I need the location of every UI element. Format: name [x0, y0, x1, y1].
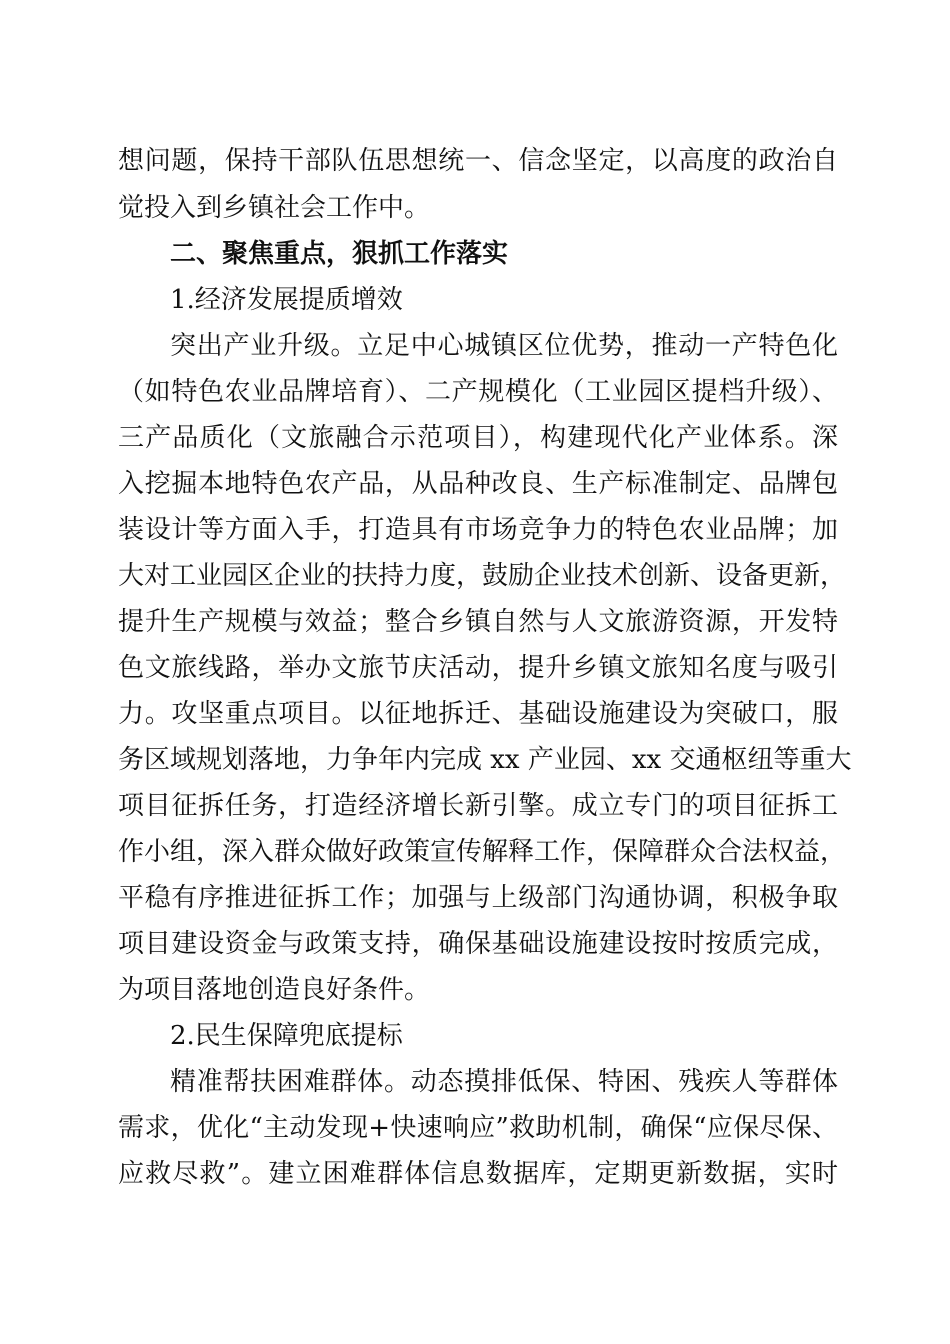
section-heading: 二、聚焦重点，狠抓工作落实 [170, 239, 509, 269]
body-text-line: （如特色农业品牌培育）、二产规模化（工业园区提档升级）、 [118, 377, 838, 407]
body-text-line: 三产品质化（文旅融合示范项目），构建现代化产业体系。深 [118, 423, 838, 453]
body-text-line: 色文旅线路，举办文旅节庆活动，提升乡镇文旅知名度与吸引 [118, 653, 838, 683]
body-text-line: 平稳有序推进征拆工作；加强与上级部门沟通协调，积极争取 [118, 883, 838, 913]
body-text-line: 入挖掘本地特色农产品，从品种改良、生产标准制定、品牌包 [118, 469, 838, 499]
body-text-line: 为项目落地创造良好条件。 [118, 975, 431, 1005]
body-text-line: 提升生产规模与效益；整合乡镇自然与人文旅游资源，开发特 [118, 607, 838, 637]
body-text-line: 作小组，深入群众做好政策宣传解释工作，保障群众合法权益， [118, 837, 847, 867]
body-text-line: 想问题，保持干部队伍思想统一、信念坚定，以高度的政治自 [118, 146, 838, 176]
body-text-line: 务区域规划落地，力争年内完成 xx 产业园、xx 交通枢纽等重大 [118, 745, 852, 775]
body-text-line: 突出产业升级。立足中心城镇区位优势，推动一产特色化 [170, 331, 838, 361]
body-text-line: 项目建设资金与政策支持，确保基础设施建设按时按质完成， [118, 929, 838, 959]
body-text-line: 应救尽救”。建立困难群体信息数据库，定期更新数据，实时 [118, 1159, 838, 1189]
body-text-line: 需求，优化“主动发现+快速响应”救助机制，确保“应保尽保、 [118, 1113, 838, 1143]
body-text-line: 觉投入到乡镇社会工作中。 [118, 193, 431, 223]
body-text-line: 大对工业园区企业的扶持力度，鼓励企业技术创新、设备更新， [118, 561, 847, 591]
subsection-heading: 1.经济发展提质增效 [170, 285, 403, 315]
body-text-line: 力。攻坚重点项目。以征地拆迁、基础设施建设为突破口，服 [118, 699, 838, 729]
body-text-line: 项目征拆任务，打造经济增长新引擎。成立专门的项目征拆工 [118, 791, 838, 821]
body-text-line: 精准帮扶困难群体。动态摸排低保、特困、残疾人等群体 [170, 1067, 838, 1097]
subsection-heading: 2.民生保障兜底提标 [170, 1021, 403, 1051]
body-text-line: 装设计等方面入手，打造具有市场竞争力的特色农业品牌；加 [118, 515, 838, 545]
